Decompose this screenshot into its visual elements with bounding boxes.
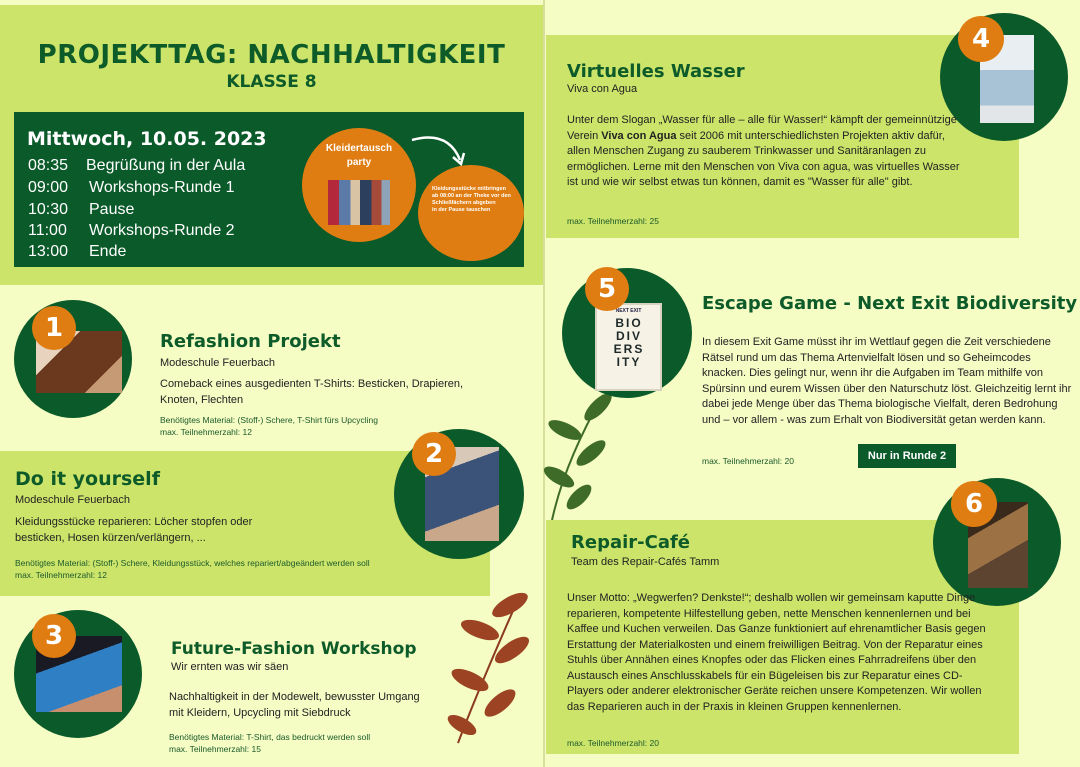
leaf-branch-green-icon: [543, 385, 623, 530]
page-divider: [543, 0, 545, 767]
workshop-3-number: 3: [32, 614, 76, 658]
clothes-rack-photo: [328, 180, 390, 225]
workshop-4-max: max. Teilnehmerzahl: 25: [567, 216, 659, 226]
workshop-6-max: max. Teilnehmerzahl: 20: [567, 738, 659, 748]
workshop-1-org: Modeschule Feuerbach: [160, 357, 275, 369]
schedule-date: Mittwoch, 10.05. 2023: [27, 128, 267, 150]
workshop-3-desc: Nachhaltigkeit in der Modewelt, bewusster Umgang mit Kleidern, Upcycling mit Siebdruck: [169, 691, 420, 719]
party-title: Kleidertausch party: [325, 143, 393, 168]
workshop-5-max: max. Teilnehmerzahl: 20: [702, 456, 794, 466]
workshop-2-desc: Kleidungsstücke reparieren: Löcher stopfen oder besticken, Hosen kürzen/verlängern, ...: [15, 516, 253, 544]
workshop-3-title: Future-Fashion Workshop: [171, 639, 417, 659]
schedule-label: Pause: [89, 201, 135, 218]
workshop-5-number: 5: [585, 267, 629, 311]
workshop-1-max: max. Teilnehmerzahl: 12: [160, 427, 252, 437]
round-2-badge: Nur in Runde 2: [858, 444, 956, 468]
workshop-5-desc: In diesem Exit Game müsst ihr im Wettlauf gegen die Zeit verschiedene Rätsel rund um das Thema Artenvielfalt lösen und so Geheimcodes knacken. Dies gelingt nur, wenn ihr die Aufgaben im Team mithilfe von Spürsinn und eurem Wissen über den Naturschutz löst. Gleichzeitig lernt ihr dabei jede Menge über das Thema biologische Vielfalt, deren Bedrohung und – vor allem - was zum Erhalt von Biodiversität getan werden kann.: [702, 336, 1072, 426]
workshop-2-number: 2: [412, 432, 456, 476]
schedule-row: [28, 157, 245, 175]
workshop-1-title: Refashion Projekt: [160, 331, 341, 352]
workshop-1-material: Benötigtes Material: (Stoff-) Schere, T-Shirt fürs Upcycling: [160, 415, 378, 425]
workshop-2-material: Benötigtes Material: (Stoff-) Schere, Kleidungsstück, welches repariert/abgeändert werden soll: [15, 558, 370, 568]
workshop-5-book-cover: [595, 303, 662, 391]
schedule-time: 09:00: [28, 179, 69, 196]
workshop-4-title: Virtuelles Wasser: [567, 61, 745, 82]
party-note: ab 08:00 an der Theke vor den Schließfächern abgeben: [432, 193, 511, 206]
schedule-row: [28, 243, 126, 261]
schedule-label: Ende: [89, 243, 127, 260]
party-notes: [432, 186, 516, 214]
party-note: Kleidungsstücke mitbringen: [432, 186, 506, 192]
workshop-1-desc: Comeback eines ausgedienten T-Shirts: Besticken, Drapieren, Knoten, Flechten: [160, 378, 464, 406]
workshop-4-org: Viva con Agua: [567, 83, 638, 95]
workshop-2-title: Do it yourself: [15, 468, 160, 490]
schedule-time: 10:30: [28, 201, 69, 218]
party-note: in der Pause tauschen: [432, 207, 491, 213]
workshop-3-material: Benötigtes Material: T-Shirt, das bedruckt werden soll: [169, 732, 371, 742]
workshop-6-number: 6: [951, 481, 997, 527]
workshop-3-max: max. Teilnehmerzahl: 15: [169, 744, 261, 754]
workshop-4-desc: [567, 113, 962, 191]
book-cover-text: BIO DIV ERS ITY: [613, 316, 645, 369]
workshop-6-desc: Unser Motto: „Wegwerfen? Denkste!“; deshalb wollen wir gemeinsam kaputte Dinge reparieren, kompetente Hilfestellung geben, nette Menschen kennenlernen und bei Kaffee und Kuchen verweilen. Das Ganze funktioniert auf ehrenamtlicher Basis gegen Erstattung der Materialkosten und einem freiwilligen Beitrag. Von der Reparatur eines Stuhls über Annähen eines Knopfes oder das Flicken eines Fahrradreifens über den Austausch eines Anschlusskabels für ein Bügeleisen bis zur Reparatur eines CD-Players oder anderer elektronischer Geräte reichen unsere Kompetenzen. Wir wollen das Reparieren auch in der Praxis in kleinen Gruppen kennenlernen.: [567, 592, 986, 713]
workshop-4-desc-bold: Viva con Agua: [601, 129, 677, 142]
schedule-time: 13:00: [28, 243, 69, 260]
schedule-row: [28, 179, 235, 197]
page-subtitle: KLASSE 8: [226, 72, 317, 92]
book-cover-top: NEXT EXIT: [615, 308, 642, 314]
schedule-label: Workshops-Runde 2: [89, 222, 235, 239]
workshop-1-number: 1: [32, 306, 76, 350]
page-title: PROJEKTTAG: NACHHALTIGKEIT: [37, 40, 506, 70]
workshop-5-title: Escape Game - Next Exit Biodiversity: [702, 293, 1078, 314]
workshop-4-desc-part: Unter dem Slogan „Wasser für alle – alle für Wasser!“ kämpft der gemeinnützige Verein: [567, 114, 957, 142]
schedule-time: 11:00: [28, 222, 67, 239]
schedule-label: Begrüßung in der Aula: [86, 157, 246, 174]
workshop-4-desc-part: seit 2006 mit unterschiedlichsten Projekten aktiv dafür, allen Menschen Zugang zu sauberem Trinkwasser und Sanitäranlagen zu ermöglichen. Lerne mit den Menschen von Viva con agua, was virtuelles Wasser ist und wie wir selbst etwas tun können, damit es "Wasser für alle" gibt.: [567, 129, 960, 188]
workshop-4-number: 4: [958, 16, 1004, 62]
schedule-row: [28, 222, 235, 240]
workshop-2-org: Modeschule Feuerbach: [15, 494, 130, 506]
workshop-3-org: Wir ernten was wir säen: [171, 661, 289, 673]
schedule-row: [28, 201, 134, 219]
workshop-6-title: Repair-Café: [571, 532, 691, 553]
schedule-time: 08:35: [28, 157, 69, 174]
workshop-2-max: max. Teilnehmerzahl: 12: [15, 570, 107, 580]
workshop-6-org: Team des Repair-Cafés Tamm: [571, 556, 720, 568]
leaf-branch-brown-icon: [440, 575, 540, 745]
schedule-label: Workshops-Runde 1: [89, 179, 235, 196]
